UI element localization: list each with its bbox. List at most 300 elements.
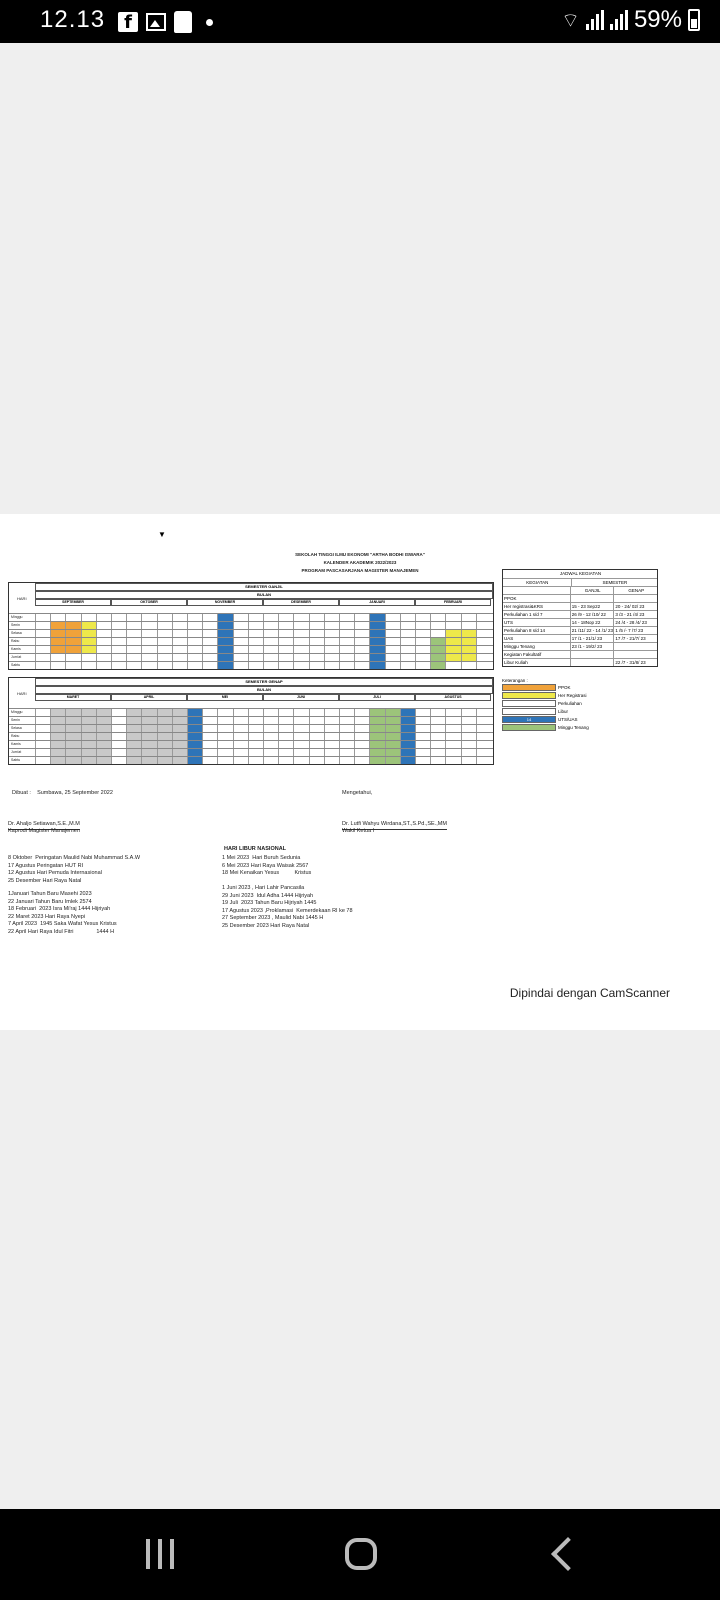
calendar-row	[9, 724, 493, 731]
day-cell	[217, 614, 232, 621]
day-cell	[172, 662, 187, 669]
calendar-row	[9, 629, 493, 636]
day-cell	[324, 630, 339, 637]
jadwal-row	[503, 602, 657, 610]
day-cell	[278, 662, 293, 669]
pin-mark-icon: ▼	[158, 530, 166, 539]
day-cell	[96, 741, 111, 748]
day-cell	[339, 662, 354, 669]
day-cell	[157, 654, 172, 661]
month-header: AGUSTUS	[415, 694, 491, 701]
day-cell	[445, 614, 460, 621]
day-cell	[202, 733, 217, 740]
day-cell	[415, 630, 430, 637]
day-cell	[111, 733, 126, 740]
day-cell	[65, 709, 80, 716]
jadwal-cell: 23 /1 - 19/2/ 23	[570, 643, 614, 650]
day-cell	[476, 654, 491, 661]
day-cell	[309, 717, 324, 724]
day-cell	[65, 646, 80, 653]
day-cell	[339, 725, 354, 732]
system-icons	[561, 6, 700, 34]
day-cell	[141, 614, 156, 621]
day-cell	[430, 757, 445, 764]
day-cell	[354, 725, 369, 732]
day-cell	[293, 662, 308, 669]
day-cell	[81, 733, 96, 740]
day-cell	[202, 709, 217, 716]
day-cell	[248, 638, 263, 645]
day-cell	[126, 733, 141, 740]
day-cell	[369, 725, 384, 732]
day-cell	[96, 638, 111, 645]
day-cell	[35, 630, 50, 637]
day-cell	[202, 717, 217, 724]
day-cell	[187, 662, 202, 669]
day-cell	[141, 749, 156, 756]
day-cell	[278, 757, 293, 764]
day-cell	[354, 733, 369, 740]
day-cell	[461, 725, 476, 732]
day-cell	[157, 749, 172, 756]
day-cell	[445, 654, 460, 661]
day-cell	[293, 733, 308, 740]
day-cell	[248, 662, 263, 669]
signer-left-name: Dr. Ahaljo Setiawan,S.E.,M.M	[8, 821, 80, 830]
day-cell	[65, 717, 80, 724]
day-cell	[65, 749, 80, 756]
day-cell	[369, 622, 384, 629]
day-cell	[263, 662, 278, 669]
day-label: Senin	[11, 623, 20, 627]
jadwal-row	[503, 626, 657, 634]
day-cell	[172, 741, 187, 748]
day-cell	[263, 646, 278, 653]
day-cell	[233, 662, 248, 669]
day-cell	[187, 749, 202, 756]
day-cell	[354, 741, 369, 748]
jadwal-cell: 15 - 23 Sep22	[570, 603, 614, 610]
day-cell	[217, 646, 232, 653]
day-cell	[415, 717, 430, 724]
day-cell	[172, 646, 187, 653]
legend-item	[502, 715, 612, 723]
day-cell	[217, 622, 232, 629]
day-cell	[324, 646, 339, 653]
jadwal-row	[503, 610, 657, 618]
day-cell	[263, 630, 278, 637]
day-cell	[400, 638, 415, 645]
jadwal-cell	[570, 659, 614, 666]
legend-swatch	[502, 700, 556, 707]
day-label: Rabu	[11, 639, 20, 643]
day-cell	[126, 638, 141, 645]
legend-label: Libur	[558, 708, 569, 714]
day-cell	[248, 733, 263, 740]
month-header: JUNI	[263, 694, 339, 701]
jadwal-cell: Perkuliahan 8 s/d 14	[504, 628, 546, 633]
bulan-header: BULAN	[35, 686, 493, 694]
day-cell	[369, 638, 384, 645]
day-cell	[141, 757, 156, 764]
day-cell	[172, 749, 187, 756]
day-cell	[400, 749, 415, 756]
day-cell	[263, 709, 278, 716]
day-cell	[248, 630, 263, 637]
jadwal-cell: 24 /4 - 28 /4/ 23	[613, 619, 657, 626]
day-cell	[339, 614, 354, 621]
day-cell	[461, 757, 476, 764]
day-cell	[354, 622, 369, 629]
signer-left-role: Kaprodi Magister Manajemen	[8, 828, 80, 834]
day-cell	[96, 622, 111, 629]
day-cell	[445, 638, 460, 645]
day-cell	[309, 630, 324, 637]
day-cell	[217, 638, 232, 645]
jadwal-cell: Minggu Tenang	[504, 644, 535, 649]
hari-header: HARI	[17, 596, 27, 601]
day-cell	[445, 646, 460, 653]
day-cell	[400, 733, 415, 740]
day-cell	[202, 741, 217, 748]
calendar-row	[9, 708, 493, 715]
day-cell	[354, 654, 369, 661]
day-cell	[476, 614, 491, 621]
day-cell	[81, 654, 96, 661]
legend-swatch	[502, 708, 556, 715]
legend-item	[502, 723, 612, 731]
month-header: DESEMBER	[263, 599, 339, 606]
day-cell	[172, 709, 187, 716]
day-cell	[339, 741, 354, 748]
day-cell	[111, 614, 126, 621]
day-cell	[172, 622, 187, 629]
day-cell	[248, 622, 263, 629]
calendar-row	[9, 653, 493, 660]
day-cell	[430, 654, 445, 661]
day-cell	[141, 725, 156, 732]
calendar-row	[9, 621, 493, 628]
dot-icon	[206, 19, 213, 26]
wifi-icon: ⌔	[561, 7, 580, 32]
day-cell	[385, 725, 400, 732]
day-cell	[96, 725, 111, 732]
day-label: Selasa	[11, 631, 22, 635]
day-cell	[430, 733, 445, 740]
day-cell	[126, 741, 141, 748]
day-cell	[324, 622, 339, 629]
day-cell	[35, 614, 50, 621]
day-cell	[339, 646, 354, 653]
jadwal-cell: UTS	[504, 620, 513, 625]
keterangan-title: Keterangan :	[502, 678, 528, 683]
day-cell	[385, 614, 400, 621]
day-cell	[385, 757, 400, 764]
day-cell	[157, 725, 172, 732]
day-cell	[111, 662, 126, 669]
day-cell	[96, 654, 111, 661]
day-cell	[233, 630, 248, 637]
day-cell	[263, 638, 278, 645]
day-cell	[50, 654, 65, 661]
day-cell	[248, 646, 263, 653]
legend-swatch	[502, 692, 556, 699]
day-cell	[415, 725, 430, 732]
day-cell	[111, 638, 126, 645]
day-cell	[445, 709, 460, 716]
calendar-row	[9, 740, 493, 747]
day-cell	[263, 733, 278, 740]
jadwal-cell: Kegiatan Fakultatif	[504, 652, 542, 657]
day-cell	[385, 741, 400, 748]
day-cell	[126, 646, 141, 653]
day-cell	[278, 614, 293, 621]
libur-list-left-2: 1Januari Tahun Baru Masehi 2023 22 Januari Tahun Baru Imlek 2574 18 Februari 2023 Isra Mi'raj 1444 Hijriyah 22 Maret 2023 Hari Raya Nyepi 7 April 2023 1945 Saka Wafat Yesus Kristus 22 April Hari Raya Idul Fitri 1444 H	[8, 891, 117, 935]
day-cell	[157, 741, 172, 748]
jadwal-cell	[613, 595, 657, 602]
day-label: Sabtu	[11, 758, 21, 762]
day-cell	[50, 749, 65, 756]
day-cell	[187, 646, 202, 653]
day-cell	[111, 654, 126, 661]
day-cell	[172, 725, 187, 732]
day-cell	[293, 709, 308, 716]
day-cell	[50, 709, 65, 716]
day-cell	[65, 614, 80, 621]
jadwal-cell: UAS	[504, 636, 514, 641]
day-cell	[111, 630, 126, 637]
day-cell	[278, 646, 293, 653]
day-cell	[476, 733, 491, 740]
day-cell	[248, 725, 263, 732]
day-cell	[293, 646, 308, 653]
back-button[interactable]	[551, 1537, 585, 1571]
day-cell	[35, 622, 50, 629]
day-cell	[324, 741, 339, 748]
day-cell	[50, 646, 65, 653]
day-cell	[309, 622, 324, 629]
col-kegiatan: KEGIATAN	[526, 580, 549, 585]
day-cell	[35, 741, 50, 748]
day-cell	[400, 662, 415, 669]
day-label: Rabu	[11, 734, 20, 738]
day-cell	[233, 614, 248, 621]
camscanner-watermark: Dipindai dengan CamScanner	[509, 986, 670, 1000]
day-cell	[385, 662, 400, 669]
legend-label: UTS/UAS	[558, 716, 578, 722]
day-cell	[96, 630, 111, 637]
day-cell	[96, 709, 111, 716]
day-cell	[445, 733, 460, 740]
day-cell	[385, 717, 400, 724]
libur-list-right-1: 1 Mei 2023 Hari Buruh Sedunia 6 Mei 2023 Hari Raya Waisak 2567 18 Mei Kenaikan Yesus Kristus	[222, 855, 312, 877]
calendar-genap	[8, 677, 494, 765]
day-cell	[369, 654, 384, 661]
day-cell	[187, 757, 202, 764]
day-label: Kamis	[11, 742, 21, 746]
day-cell	[50, 717, 65, 724]
month-header: OKTOBER	[111, 599, 187, 606]
day-cell	[354, 614, 369, 621]
day-cell	[369, 757, 384, 764]
day-cell	[81, 614, 96, 621]
day-cell	[309, 709, 324, 716]
jadwal-cell	[613, 643, 657, 650]
day-cell	[217, 725, 232, 732]
clock: 12.13	[40, 6, 106, 33]
day-cell	[339, 638, 354, 645]
day-cell	[217, 733, 232, 740]
day-cell	[126, 717, 141, 724]
day-cell	[309, 646, 324, 653]
day-cell	[430, 662, 445, 669]
day-cell	[339, 733, 354, 740]
day-cell	[172, 717, 187, 724]
jadwal-row	[503, 634, 657, 642]
jadwal-cell: Perkuliahan 1 s/d 7	[504, 612, 543, 617]
day-cell	[354, 646, 369, 653]
libur-list-left-1: 8 Oktober Peringatan Maulid Nabi Muhammad S.A.W 17 Agustus Peringatan HUT RI 12 Agustus Hari Pemuda Internasional 25 Desember Hari Raya Natal	[8, 855, 141, 884]
day-cell	[369, 614, 384, 621]
day-cell	[81, 717, 96, 724]
jadwal-cell: 14 - 18Nop 22	[570, 619, 614, 626]
day-cell	[126, 654, 141, 661]
legend-label: PPOK	[558, 684, 571, 690]
day-cell	[157, 709, 172, 716]
day-cell	[430, 741, 445, 748]
day-cell	[461, 654, 476, 661]
semester-ganjil-header: SEMESTER GANJIL	[35, 583, 493, 591]
day-cell	[476, 749, 491, 756]
day-cell	[369, 741, 384, 748]
recent-apps-button[interactable]	[146, 1539, 174, 1569]
day-cell	[430, 630, 445, 637]
scanned-document[interactable]	[0, 514, 720, 1030]
day-cell	[233, 709, 248, 716]
calendar-row	[9, 645, 493, 652]
month-header: MARET	[35, 694, 111, 701]
day-cell	[202, 654, 217, 661]
hari-header: HARI	[17, 691, 27, 696]
calendar-row	[9, 716, 493, 723]
day-cell	[126, 630, 141, 637]
day-cell	[233, 741, 248, 748]
day-cell	[96, 733, 111, 740]
day-cell	[217, 654, 232, 661]
day-cell	[400, 646, 415, 653]
day-cell	[339, 630, 354, 637]
day-cell	[157, 662, 172, 669]
day-cell	[293, 717, 308, 724]
jadwal-row	[503, 650, 657, 658]
day-cell	[293, 757, 308, 764]
day-cell	[50, 630, 65, 637]
day-cell	[65, 630, 80, 637]
day-cell	[187, 614, 202, 621]
day-cell	[385, 630, 400, 637]
day-label: Kamis	[11, 647, 21, 651]
col-semester: SEMESTER	[571, 579, 657, 586]
day-cell	[65, 622, 80, 629]
day-cell	[263, 717, 278, 724]
day-cell	[476, 646, 491, 653]
day-cell	[187, 638, 202, 645]
day-cell	[202, 646, 217, 653]
day-cell	[65, 741, 80, 748]
day-cell	[385, 733, 400, 740]
day-cell	[111, 725, 126, 732]
month-header: FEBRUARI	[415, 599, 491, 606]
day-cell	[141, 741, 156, 748]
day-cell	[445, 757, 460, 764]
day-cell	[369, 733, 384, 740]
day-cell	[415, 614, 430, 621]
day-cell	[248, 654, 263, 661]
day-cell	[172, 638, 187, 645]
day-cell	[202, 749, 217, 756]
jadwal-cell: 17 /7 - 21/7/ 23	[613, 635, 657, 642]
day-cell	[81, 725, 96, 732]
day-cell	[461, 741, 476, 748]
day-cell	[354, 757, 369, 764]
day-cell	[415, 709, 430, 716]
day-label: Selasa	[11, 726, 22, 730]
day-cell	[141, 654, 156, 661]
day-cell	[233, 733, 248, 740]
day-cell	[461, 630, 476, 637]
day-cell	[111, 741, 126, 748]
day-cell	[278, 654, 293, 661]
jadwal-row	[503, 618, 657, 626]
day-cell	[248, 757, 263, 764]
day-cell	[157, 638, 172, 645]
day-cell	[141, 709, 156, 716]
day-cell	[157, 717, 172, 724]
day-cell	[309, 654, 324, 661]
day-cell	[50, 622, 65, 629]
day-cell	[157, 646, 172, 653]
day-cell	[35, 654, 50, 661]
col-genap: GENAP	[613, 587, 657, 594]
home-button[interactable]	[345, 1538, 377, 1570]
day-cell	[35, 717, 50, 724]
day-cell	[217, 662, 232, 669]
day-cell	[445, 749, 460, 756]
day-cell	[141, 662, 156, 669]
day-cell	[96, 749, 111, 756]
day-cell	[248, 749, 263, 756]
legend-label: Minggu Tenang	[558, 724, 589, 730]
day-cell	[248, 614, 263, 621]
doc-title-3: PROGRAM PASCASARJANA MAGISTER MANAJEMEN	[301, 568, 419, 573]
col-ganjil: GANJIL	[570, 587, 614, 594]
jadwal-cell: Libur Kuliah	[504, 660, 528, 665]
day-cell	[263, 622, 278, 629]
jadwal-cell	[613, 651, 657, 658]
calendar-row	[9, 756, 493, 763]
day-cell	[96, 614, 111, 621]
day-cell	[172, 630, 187, 637]
app-icon	[174, 11, 192, 33]
day-cell	[476, 709, 491, 716]
day-cell	[187, 709, 202, 716]
day-cell	[278, 622, 293, 629]
day-cell	[141, 717, 156, 724]
day-cell	[172, 733, 187, 740]
day-cell	[50, 741, 65, 748]
day-cell	[126, 622, 141, 629]
calendar-row	[9, 637, 493, 644]
